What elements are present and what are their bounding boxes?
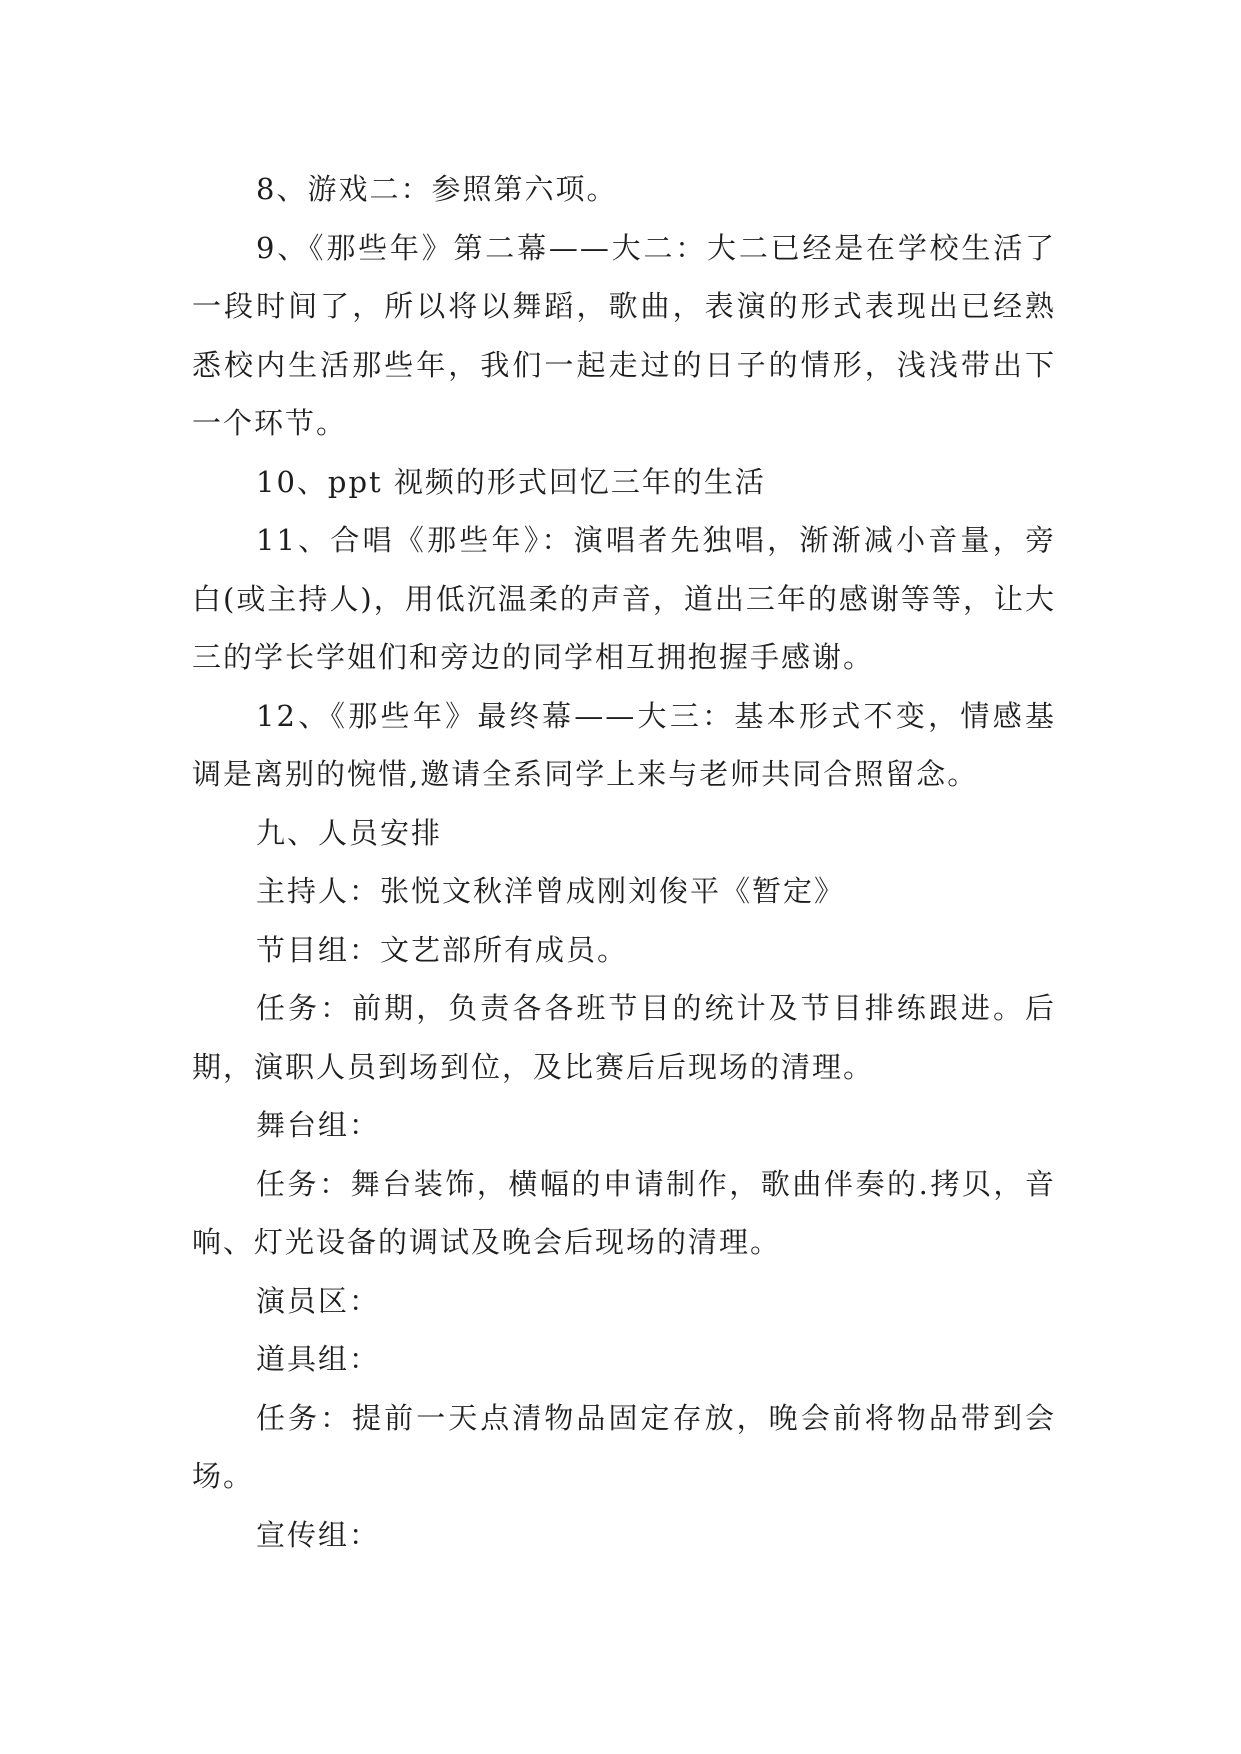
paragraph-act-two: 9、《那些年》第二幕——大二：大二已经是在学校生活了一段时间了，所以将以舞蹈，歌曲，表演的形式表现出已经熟悉校内生活那些年，我们一起走过的日子的情形，浅浅带出下一个环节。 <box>192 230 1056 440</box>
paragraph-final-act: 12、《那些年》最终幕——大三：基本形式不变，情感基调是离别的惋惜,邀请全系同学上来与老师共同合照留念。 <box>192 698 1056 791</box>
paragraph-game-two: 8、游戏二：参照第六项。 <box>256 172 618 206</box>
paragraph-publicity-group: 宣传组： <box>256 1517 381 1552</box>
paragraph-hosts: 主持人：张悦文秋洋曾成刚刘俊平《暂定》 <box>256 874 846 908</box>
paragraph-performer-area: 演员区： <box>256 1283 381 1318</box>
paragraph-props-group: 道具组： <box>256 1342 381 1376</box>
paragraph-chorus: 11、合唱《那些年》：演唱者先独唱，渐渐减小音量，旁白(或主持人)，用低沉温柔的声音，道出三年的感谢等等，让大三的学长学姐们和旁边的同学相互拥抱握手感谢。 <box>192 523 1056 674</box>
paragraph-ppt-video: 10、ppt 视频的形式回忆三年的生活 <box>256 464 766 499</box>
paragraph-program-tasks: 任务：前期，负责各各班节目的统计及节目排练跟进。后期，演职人员到场到位，及比赛后后现场的清理。 <box>192 991 1056 1084</box>
document-body <box>192 160 1056 1564</box>
paragraph-stage-group: 舞台组： <box>256 1108 381 1142</box>
section-heading-staffing: 九、人员安排 <box>256 815 443 850</box>
paragraph-stage-tasks: 任务：舞台装饰，横幅的申请制作，歌曲伴奏的.拷贝，音响、灯光设备的调试及晚会后现场的清理。 <box>192 1166 1056 1259</box>
paragraph-program-group: 节目组：文艺部所有成员。 <box>256 932 629 967</box>
paragraph-props-tasks: 任务：提前一天点清物品固定存放，晚会前将物品带到会场。 <box>192 1400 1056 1493</box>
